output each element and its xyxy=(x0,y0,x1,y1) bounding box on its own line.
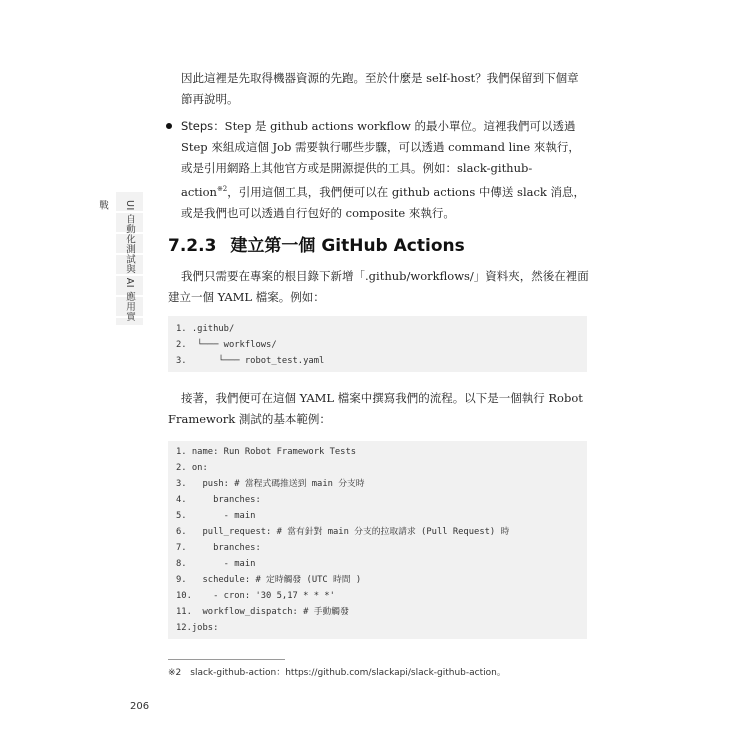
code-line: 11. workflow_dispatch: # 手動觸發 xyxy=(176,607,349,617)
footnote-reference: ※2 xyxy=(216,185,228,193)
bullet-description-after: ，引用這個工具，我們便可以在 github actions 中傳送 slack 消息，或是我們也可以透過自行包好的 composite 來執行。 xyxy=(181,184,586,220)
code-line: 10. - cron: '30 5,17 * * *' xyxy=(176,591,335,601)
code-line: 2. └─── workflows/ xyxy=(176,340,277,350)
code-line: 6. pull_request: # 當有針對 main 分支的拉取請求 (Pull Request) 時 xyxy=(176,527,510,537)
code-line: 4. branches: xyxy=(176,495,261,505)
section-number: 7.2.3 xyxy=(168,236,217,256)
code-line: 3. └─── robot_test.yaml xyxy=(176,356,325,366)
code-line: 7. branches: xyxy=(176,543,261,553)
bullet-term: Steps xyxy=(181,119,214,133)
chapter-side-tab xyxy=(97,192,143,325)
bullet-description: ：Step 是 github actions workflow 的最小單位。這裡我們可以透過 Step 來組成這個 Job 需要執行哪些步驟，可以透過 command line 來執行，或是引用網路上其他官方或是開源提供的工具。例如：slack-github-action xyxy=(181,119,580,199)
footnote-mark: ※2 xyxy=(168,668,182,678)
footnote-divider xyxy=(168,659,285,660)
bullet-dot-icon xyxy=(166,123,172,129)
code-block-workflow-yaml xyxy=(168,441,587,639)
paragraph-create-folder: 我們只需要在專案的根目錄下新增「.github/workflows/」資料夾，然後在裡面建立一個 YAML 檔案。例如： xyxy=(168,269,589,304)
paragraph-yaml-intro: 接著，我們便可在這個 YAML 檔案中撰寫我們的流程。以下是一個執行 Robot Framework 測試的基本範例： xyxy=(168,391,583,426)
code-line: 8. - main xyxy=(176,559,256,569)
code-line: 2. on: xyxy=(176,463,208,473)
code-line: 9. schedule: # 定時觸發 (UTC 時間 ) xyxy=(176,575,362,585)
code-line: 1. name: Run Robot Framework Tests xyxy=(176,447,357,457)
paragraph-intro: 因此這裡是先取得機器資源的先跑。至於什麼是 self-host？我們保留到下個章節再說明。 xyxy=(181,71,579,106)
side-tab-label: UI 自動化測試與 AI 應用實戰 xyxy=(97,200,135,322)
footnote xyxy=(168,667,598,680)
code-line: 1. .github/ xyxy=(176,324,235,334)
code-line: 3. push: # 當程式碼推送到 main 分支時 xyxy=(176,479,365,489)
section-heading xyxy=(168,234,598,258)
section-title: 建立第一個 GitHub Actions xyxy=(230,236,465,256)
code-line: 5. - main xyxy=(176,511,256,521)
code-block-folder-tree xyxy=(168,316,587,372)
code-line: 12.jobs: xyxy=(176,623,219,633)
bullet-steps xyxy=(181,116,589,224)
page-number: 206 xyxy=(130,701,150,712)
footnote-text: slack-github-action：https://github.com/slackapi/slack-github-action。 xyxy=(190,668,506,678)
